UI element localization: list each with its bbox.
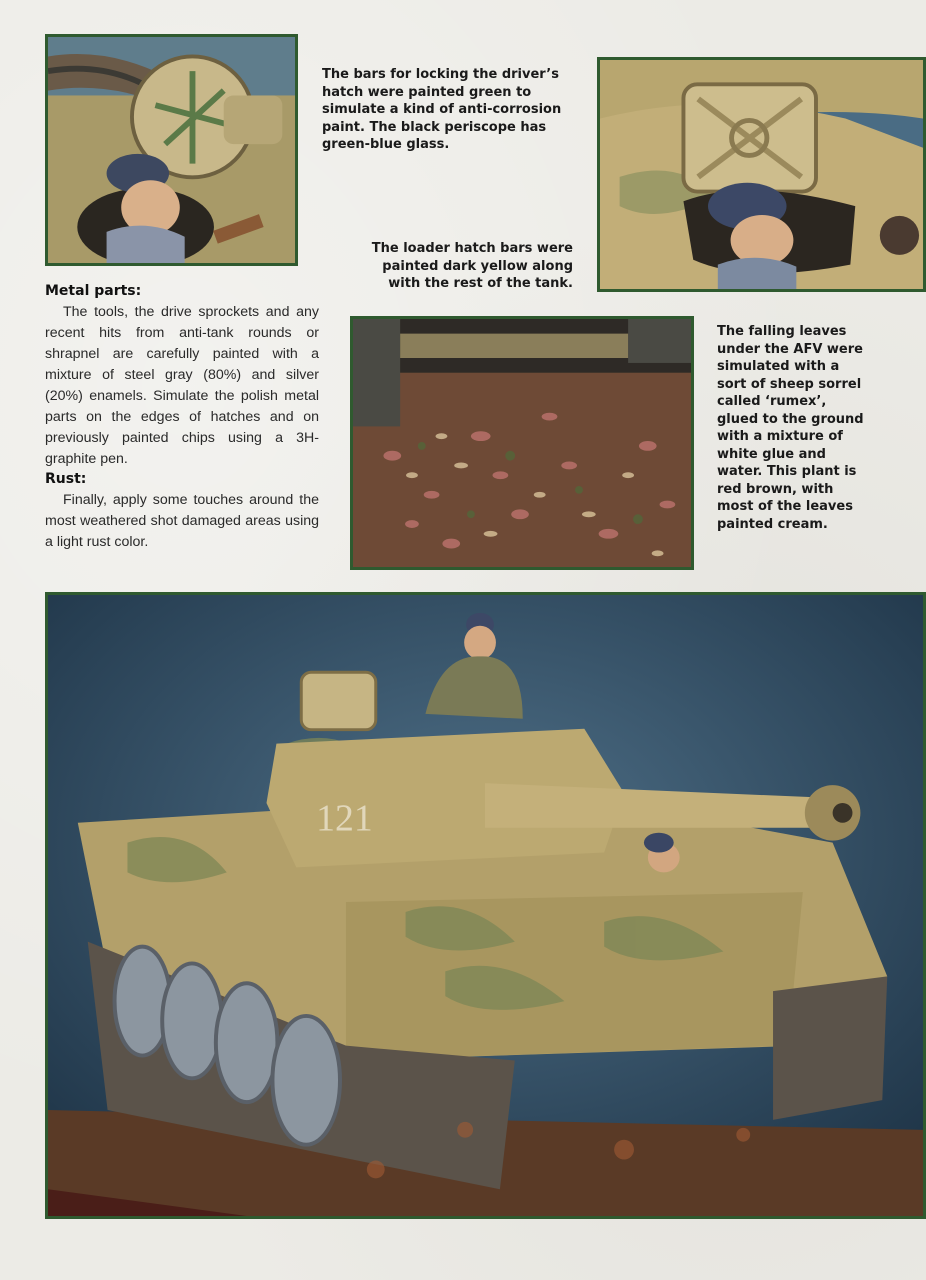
tiger-tank-image (48, 595, 923, 1216)
heading-rust: Rust: (45, 471, 87, 487)
turret-number: 121 (316, 797, 373, 840)
text-metal-parts: The tools, the drive sprockets and any recent hits from anti-tank rounds or shrapnel are carefully painted with a mixture of steel gray (80%) and silver (20%) enamels. Simulate the polish metal parts on the edges of hatches and on previously painted chips using a 3H-graphite pen. (45, 304, 319, 467)
caption-fallen-leaves: The falling leaves under the AFV were simulated with a sort of sheep sorrel called ‘rumex’, glued to the ground with a mixture of white glue and water. This plant is red brown, with most of the leaves painted cream. (717, 324, 864, 532)
loader-hatch-image (600, 60, 923, 289)
caption-loader-hatch: The loader hatch bars were painted dark yellow along with the rest of the tank. (371, 241, 573, 291)
photo-tiger-tank (45, 592, 926, 1219)
photo-fallen-leaves (350, 316, 694, 570)
text-rust: Finally, apply some touches around the most weathered shot damaged areas using a light rust color. (45, 492, 319, 550)
driver-hatch-image (48, 37, 295, 263)
heading-metal-parts: Metal parts: (45, 283, 142, 299)
caption-driver-hatch: The bars for locking the driver’s hatch were painted green to simulate a kind of anti-corrosion paint. The black periscope has green-blue glass. (322, 67, 562, 152)
fallen-leaves-image (353, 319, 691, 567)
photo-driver-hatch (45, 34, 298, 266)
photo-loader-hatch (597, 57, 926, 292)
